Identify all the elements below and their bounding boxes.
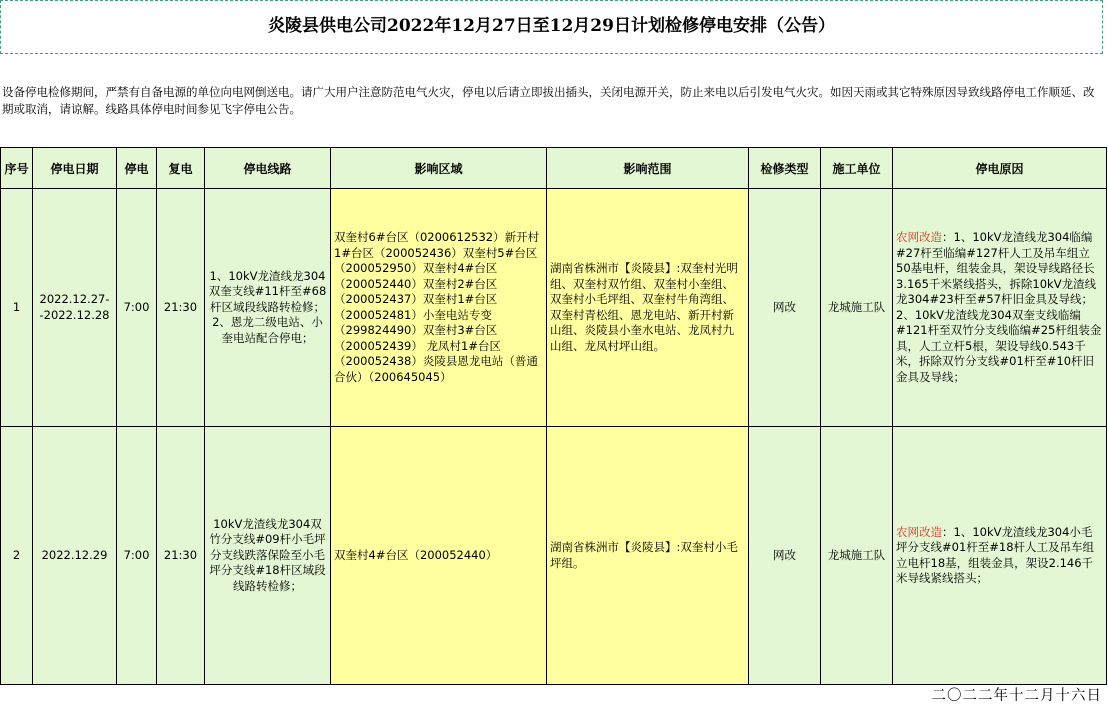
header-type: 检修类型: [749, 148, 821, 189]
reason-tag: 农网改造: [896, 230, 942, 244]
header-row: [1, 148, 1107, 189]
header-scope: 影响范围: [547, 148, 749, 189]
cell-area: 双奎村6#台区（0200612532）新开村1#台区（200052436）双奎村5#台区（200052950）双奎村4#台区（200052440）双奎村2#台区（200052437）双奎村1#台区（200052481）小奎电站专变（299824490）双奎村3#台区（200052439） 龙凤村1#台区（200052438）炎陵县恩龙电站（普通合伙）（200645045）: [331, 189, 547, 427]
cell-date: 2022.12.29: [33, 427, 117, 685]
footer-date: 二〇二二年十二月十六日: [931, 688, 1102, 704]
cell-scope: 湖南省株洲市【炎陵县】:双奎村光明组、双奎村双竹组、双奎村小奎组、双奎村小毛坪组、双奎村牛角湾组、双奎村青松组、恩龙电站、新开村新山组、炎陵县小奎水电站、龙凤村九山组、龙凤村坪山组。: [547, 189, 749, 427]
cell-area: 双奎村4#台区（200052440）: [331, 427, 547, 685]
cell-line: 1、10kV龙渣线龙304双奎支线#11杆至#68杆区域段线路转检修；2、恩龙二级电站、小奎电站配合停电；: [205, 189, 331, 427]
cell-type: 网改: [749, 189, 821, 427]
cell-date: 2022.12.27--2022.12.28: [33, 189, 117, 427]
cell-off: 7:00: [117, 189, 157, 427]
notice-text: 设备停电检修期间，严禁有自备电源的单位向电网倒送电。请广大用户注意防范电气火灾，停电以后请立即拔出插头，关闭电源开关，防止来电以后引发电气火灾。如因天雨或其它特殊原因导致线路停电工作顺延、改期或取消，请谅解。线路具体停电时间参见飞字停电公告。: [2, 85, 1095, 116]
cell-type: 网改: [749, 427, 821, 685]
cell-unit: 龙城施工队: [821, 427, 893, 685]
cell-no: 2: [1, 427, 33, 685]
outage-table: [0, 147, 1107, 685]
cell-reason: [893, 427, 1107, 685]
header-off: 停电: [117, 148, 157, 189]
page-title: 炎陵县供电公司2022年12月27日至12月29日计划检修停电安排（公告）: [268, 16, 835, 36]
cell-off: 7:00: [117, 427, 157, 685]
cell-on: 21:30: [157, 189, 205, 427]
header-line: 停电线路: [205, 148, 331, 189]
cell-line: 10kV龙渣线龙304双竹分支线#09杆小毛坪分支线跌落保险至小毛坪分支线#18杆区域段线路转检修；: [205, 427, 331, 685]
cell-unit: 龙城施工队: [821, 189, 893, 427]
cell-scope: 湖南省株洲市【炎陵县】:双奎村小毛坪组。: [547, 427, 749, 685]
reason-tag: 农网改造: [896, 524, 942, 539]
header-unit: 施工单位: [821, 148, 893, 189]
title-box: [0, 0, 1103, 54]
table-row: [1, 189, 1107, 427]
table-row: [1, 427, 1107, 685]
reason-text: ：1、10kV龙渣线龙304小毛坪分支线#01杆至#18杆人工及吊车组立电杆18基，组装金具，架设2.146千米导线紧线搭头；: [896, 524, 1095, 585]
cell-no: 1: [1, 189, 33, 427]
header-date: 停电日期: [33, 148, 117, 189]
reason-text: ：1、10kV龙渣线龙304临编#27杆至临编#127杆人工及吊车组立50基电杆，组装金具，架设导线路径长3.165千米紧线搭头，拆除10kV龙渣线龙304#23杆至#57杆旧金具及导线；2、10kV龙渣线龙304双奎支线临编#121杆至双竹分支线临编#25杆组装金具，人工立杆5根，架设导线0.543千米，拆除双竹分支线#01杆至#10杆旧金具及导线；: [896, 230, 1102, 384]
cell-on: 21:30: [157, 427, 205, 685]
header-area: 影响区域: [331, 148, 547, 189]
header-on: 复电: [157, 148, 205, 189]
header-reason: 停电原因: [893, 148, 1107, 189]
header-no: 序号: [1, 148, 33, 189]
cell-reason: [893, 189, 1107, 427]
